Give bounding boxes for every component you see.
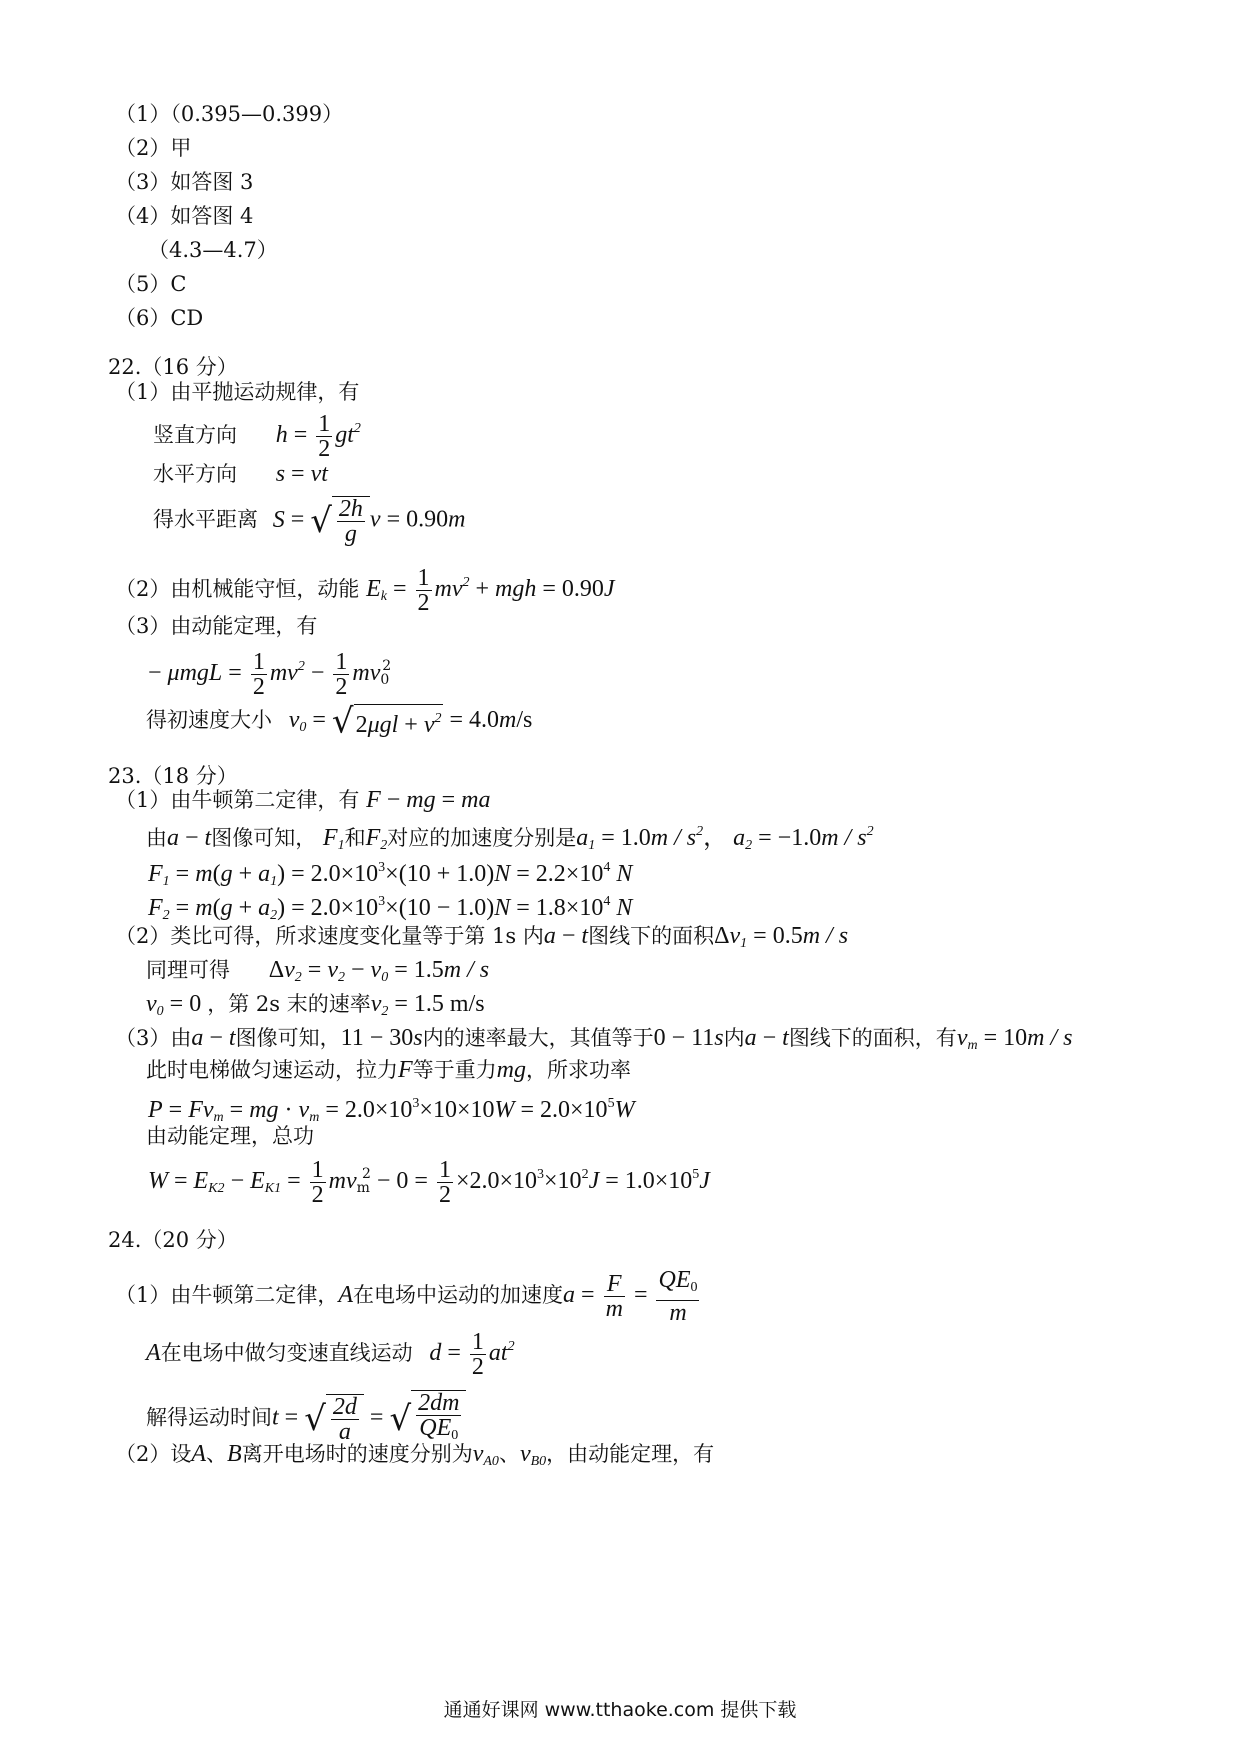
- uniform-acceleration-row: A在电场中做匀变速直线运动 d = $\frac{1}{2}$ $at^2$: [146, 1329, 515, 1380]
- power-eq: $P = Fv_m$ = mg · $v_m = 2.0\times 10^3\times 10\times 10W = 2.0\times 10^5W$: [148, 1096, 635, 1125]
- field-acceleration-row: （1）由牛顿第二定律，A在电场中运动的加速度a = $\frac{F}{m}$ = $\frac{QE_0}{m}$: [115, 1267, 698, 1326]
- force-f2-eq: $F_2 = m(g + a_2) = 2.0\times 10^3\times(10 - 1.0)N = 1.8\times 10^4$ N: [148, 894, 633, 923]
- uniform-motion-text-2: 等于重力: [412, 1058, 497, 1082]
- answer-1: （1）（0.395—0.399）: [115, 102, 344, 126]
- answer-5: （5）C: [115, 272, 187, 296]
- kinetic-energy-row: （2）由机械能守恒，动能 $E_k$ = $\frac{1}{2}$ $mv^2$ + mgh = 0.90J: [115, 565, 615, 616]
- motion-time-row: 解得运动时间t = √ $\frac{2d}{a}$ = √ $\frac{2dm}{QE_0}$: [146, 1390, 466, 1448]
- exit-speed-row: （2）设A、B离开电场时的速度分别为$v_{A0}$、$v_{B0}$，由动能定理，有: [115, 1441, 715, 1469]
- exit-speed-text-4: 、: [498, 1442, 520, 1466]
- motion-time-label: 解得运动时间: [146, 1405, 272, 1430]
- max-speed-text-2: 图像可知，: [235, 1026, 341, 1050]
- distance-label: 得水平距离: [153, 507, 258, 532]
- acceleration-text-3: 和: [344, 826, 366, 850]
- field-acceleration-text-1: （1）由牛顿第二定律，: [115, 1283, 339, 1307]
- exit-speed-text-3: 离开电场时的速度分别为: [241, 1442, 473, 1466]
- work-energy-eq: − μmgL = $\frac{1}{2}$ $mv^2$ − $\frac{1}{2}$ $mv_0^2$: [148, 649, 392, 700]
- max-speed-text-3: 内的速率最大，其值等于: [422, 1026, 654, 1050]
- horizontal-eq-row: 水平方向 s = vt: [153, 461, 328, 487]
- answer-2: （2）甲: [115, 136, 192, 160]
- exit-speed-text-5: ，由动能定理，有: [546, 1442, 715, 1466]
- area-analogy-row: （2）类比可得，所求速度变化量等于第 1s 内a − t图线下的面积$\Delta v_1 = 0.5m / s$: [115, 923, 849, 951]
- acceleration-text-2: 图像可知，: [211, 826, 317, 850]
- initial-speed-label: 得初速度大小: [146, 708, 272, 732]
- initial-speed-row: 得初速度大小 $v_0 = √2\mu gl + v^2 = 4.0m/s$: [146, 701, 533, 742]
- distance-eq-row: 得水平距离 S = √ $\frac{2h}{g}$ v = 0.90m: [153, 496, 466, 547]
- max-speed-text-4: 内: [723, 1026, 745, 1050]
- answer-4-range: （4.3—4.7）: [148, 238, 278, 262]
- area-analogy-text: （2）类比可得，所求速度变化量等于第 1s 内: [115, 924, 544, 948]
- problem-22-heading: 22.（16 分）: [108, 355, 238, 379]
- problem-24-heading: 24.（20 分）: [108, 1228, 238, 1252]
- total-work-eq: $W = E_{K2} - E_{K1}$ = $\frac{1}{2}$ $mv_m^2 - 0$ = $\frac{1}{2}$ $\times 2.0\times 10^3\times 10^2J = 1.0\times 10^5J$: [148, 1157, 710, 1208]
- problem-22-part-1: （1）由平抛运动规律，有: [115, 380, 360, 404]
- exit-speed-text-1: （2）设: [115, 1442, 192, 1466]
- problem-23-heading: 23.（18 分）: [108, 764, 238, 788]
- delta-v2-label: 同理可得: [146, 958, 230, 982]
- newton-law-row: （1）由牛顿第二定律，有 F − mg = ma: [115, 787, 491, 813]
- newton-law-label: （1）由牛顿第二定律，有: [115, 788, 360, 812]
- answer-6: （6）CD: [115, 306, 204, 330]
- force-f1-eq: $F_1 = m(g + a_1) = 2.0\times 10^3\times(10 + 1.0)N = 2.2\times 10^4$ N: [148, 860, 633, 889]
- speed-2s-text: ，第 2s 末的速率: [207, 992, 371, 1016]
- max-speed-row: （3）由a − t图像可知，11 − 30s内的速率最大，其值等于0 − 11s内a − t图线下的面积，有$v_m = 10m / s$: [115, 1025, 1073, 1053]
- uniform-acceleration-text: 在电场中做匀变速直线运动: [160, 1341, 413, 1365]
- kinetic-energy-label: （2）由机械能守恒，动能: [115, 577, 360, 601]
- exit-speed-text-2: 、: [206, 1442, 228, 1466]
- horizontal-label: 水平方向: [153, 462, 237, 486]
- acceleration-text-1: 由: [146, 826, 167, 850]
- max-speed-text-5: 图线下的面积，有: [788, 1026, 957, 1050]
- footer-source: 通通好课网 www.tthaoke.com 提供下载: [443, 1699, 797, 1721]
- problem-22-part-3: （3）由动能定理，有: [115, 614, 318, 638]
- speed-2s-row: $v_0 = 0$ ，第 2s 末的速率$v_2 = 1.5$ m/s: [146, 991, 485, 1019]
- acceleration-row: 由a − t图像可知， $F_1$和$F_2$对应的加速度分别是$a_1 = 1.0m / s^2$， $a_2 = -1.0m / s^2$: [146, 824, 874, 853]
- uniform-motion-text-3: ，所求功率: [526, 1058, 632, 1082]
- uniform-motion-text-1: 此时电梯做匀速运动，拉力: [146, 1058, 398, 1082]
- uniform-motion-row: 此时电梯做匀速运动，拉力F等于重力mg，所求功率: [146, 1057, 632, 1083]
- max-speed-text-1: （3）由: [115, 1026, 192, 1050]
- total-work-label: 由动能定理，总功: [146, 1124, 314, 1148]
- delta-v2-row: 同理可得 $\Delta v_2 = v_2 - v_0 = 1.5m / s$: [146, 957, 490, 985]
- vertical-eq-row: 竖直方向 h = $\frac{1}{2}$ $gt^2$: [153, 411, 361, 462]
- vertical-label: 竖直方向: [153, 423, 237, 447]
- answer-3: （3）如答图 3: [115, 170, 254, 194]
- acceleration-text-4: 对应的加速度分别是: [387, 826, 577, 850]
- answer-4: （4）如答图 4: [115, 204, 254, 228]
- field-acceleration-text-2: 在电场中运动的加速度: [353, 1283, 564, 1307]
- area-analogy-text-2: 图线下的面积: [588, 924, 715, 948]
